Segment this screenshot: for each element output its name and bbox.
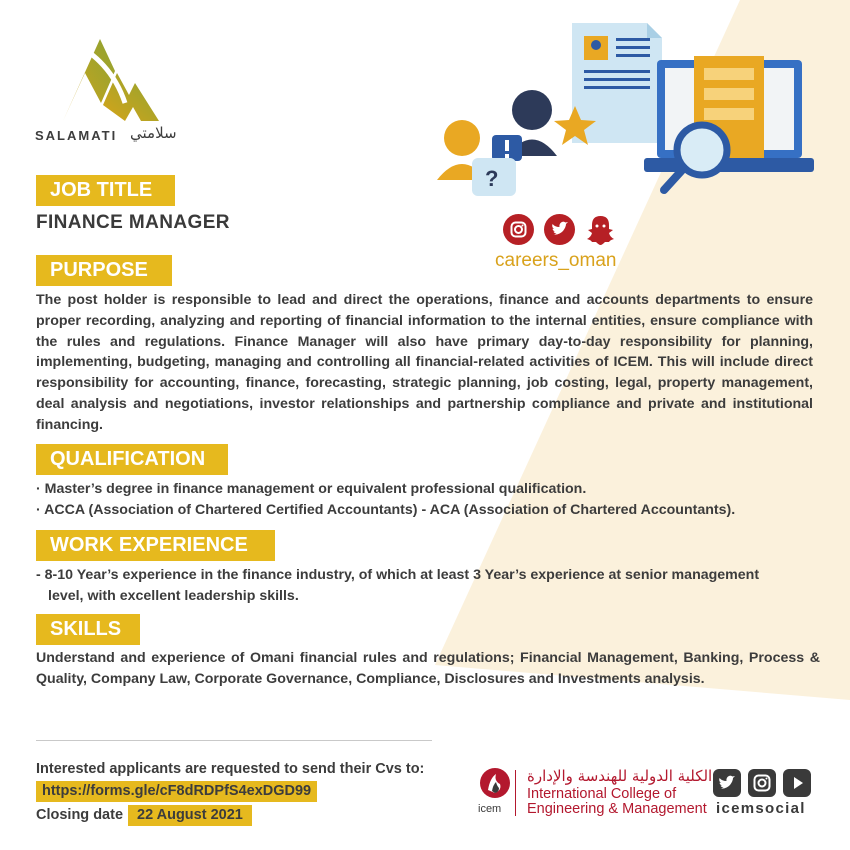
svg-text:?: ?: [485, 166, 499, 191]
application-link[interactable]: https://forms.gle/cF8dRDPfS4exDGD99: [36, 781, 317, 802]
icem-logo-icon: [478, 766, 512, 802]
skills-text: Understand and experience of Omani financial rules and regulations; Financial Management, Banking, Process & Quality, Company Law, Corporate Governance, Compliance, Disclosures and Investments analysis.: [36, 650, 820, 687]
qualification-item: · Master’s degree in finance management or equivalent professional qualification.: [36, 481, 587, 497]
skills-heading: SKILLS: [36, 614, 140, 645]
apply-instructions: Interested applicants are requested to send their Cvs to:: [36, 761, 425, 777]
work-experience-line: - 8-10 Year’s experience in the finance industry, of which at least 3 Year’s experience at senior management: [36, 567, 760, 583]
closing-date-value: 22 August 2021: [128, 805, 252, 826]
youtube-icon[interactable]: [783, 769, 811, 797]
purpose-text: The post holder is responsible to lead and direct the operations, finance and accounts departments to ensure proper recording, analyzing and reporting of financial information to the internal entities, ensure compliance with the rules and regulations. Finance Manager will also have primary day-to-day responsibility for planning, implementing, budgeting, managing and controlling all financial-related activities of ICEM. This will include direct responsibility for accounting, finance, forecasting, strategic planning, job costing, legal, property management, deal analysis and negotiations, investor relationships and partnership compliance and private and institutional financing.: [36, 292, 813, 433]
icem-separator: [515, 770, 516, 816]
job-title-value: FINANCE MANAGER: [36, 212, 230, 233]
qualification-heading: QUALIFICATION: [36, 444, 228, 475]
recruitment-illustration: [432, 18, 817, 213]
twitter-icon[interactable]: [544, 214, 575, 245]
work-experience-line: level, with excellent leadership skills.: [48, 588, 299, 604]
icem-abbreviation: icem: [478, 803, 502, 815]
college-name-line1: International College of: [527, 786, 677, 802]
icem-social-handle: icemsocial: [716, 800, 806, 817]
instagram-icon[interactable]: [503, 214, 534, 245]
salamati-logo-icon: [55, 33, 165, 128]
job-title-heading: JOB TITLE: [36, 175, 175, 206]
closing-date-label: Closing date: [36, 807, 124, 823]
college-name-line2: Engineering & Management: [527, 801, 707, 817]
brand-name: SALAMATI: [35, 128, 118, 143]
instagram-icon[interactable]: [748, 769, 776, 797]
work-experience-heading: WORK EXPERIENCE: [36, 530, 275, 561]
divider-line: [36, 740, 432, 741]
qualification-item: · ACCA (Association of Chartered Certified Accountants) - ACA (Association of Chartered Accountants).: [36, 502, 736, 518]
purpose-heading: PURPOSE: [36, 255, 172, 286]
snapchat-icon[interactable]: [585, 214, 616, 245]
brand-name-arabic: سلامتي: [130, 124, 177, 142]
college-name-arabic: الكلية الدولية للهندسة والإدارة: [527, 767, 713, 785]
careers-handle: careers_oman: [495, 250, 617, 271]
twitter-icon[interactable]: [713, 769, 741, 797]
